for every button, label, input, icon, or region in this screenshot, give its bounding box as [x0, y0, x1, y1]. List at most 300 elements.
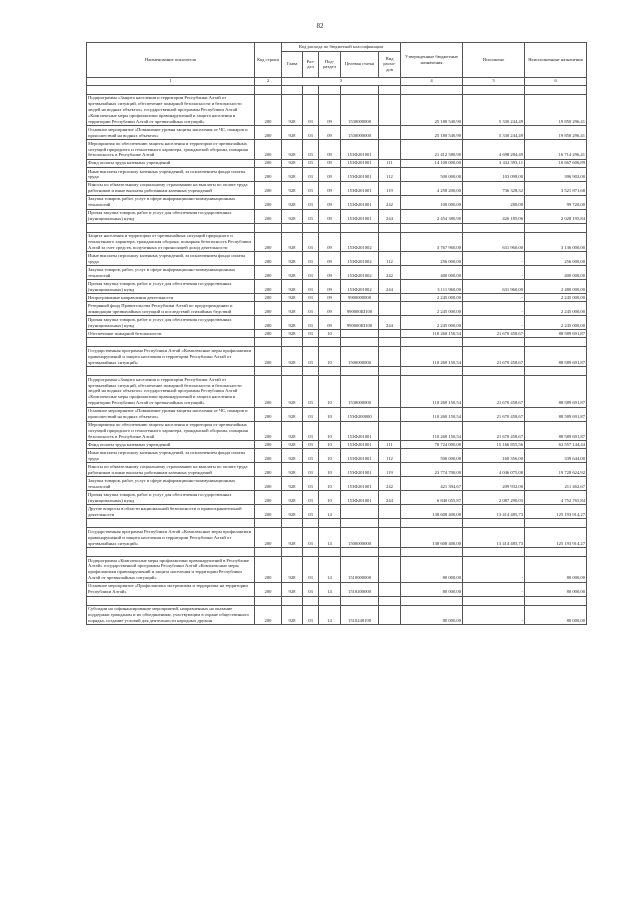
table-row: [87, 232, 587, 252]
row-podrazdel-cell: 14: [319, 505, 341, 519]
row-code-cell: 200: [255, 347, 282, 367]
row-approved-cell: 23 774 700,00: [401, 463, 463, 477]
row-unexecuted-cell: 2 028 195,84: [525, 209, 587, 223]
row-target-cell: 153Ф201001: [341, 463, 379, 477]
row-approved-cell: 500 000,00: [401, 449, 463, 463]
row-approved-cell: 78 724 000,00: [401, 441, 463, 449]
row-razdel-cell: 03: [303, 330, 319, 338]
row-code-cell: 200: [255, 266, 282, 280]
row-spacer: [87, 596, 587, 605]
row-approved-cell: 110 260 150,54: [401, 347, 463, 367]
row-executed-cell: -: [463, 302, 525, 316]
row-glava-cell: 928: [282, 252, 303, 266]
table-row: [87, 252, 587, 266]
row-glava-cell: 928: [282, 294, 303, 302]
row-vid-cell: [379, 347, 401, 367]
row-code-cell: 200: [255, 195, 282, 209]
row-vid-cell: [379, 140, 401, 160]
row-vid-cell: [379, 126, 401, 140]
row-name-cell: Иные выплаты персоналу казенных учреждений, за исключением фонда оплаты труда: [87, 449, 255, 463]
row-code-cell: 200: [255, 232, 282, 252]
row-executed-cell: -: [463, 316, 525, 330]
row-unexecuted-cell: 2 245 000,00: [525, 316, 587, 330]
row-unexecuted-cell: 400 000,00: [525, 266, 587, 280]
row-approved-cell: 110 260 150,54: [401, 376, 463, 408]
row-glava-cell: 928: [282, 195, 303, 209]
row-glava-cell: 928: [282, 605, 303, 625]
row-razdel-cell: 03: [303, 159, 319, 167]
column-number: 1: [87, 77, 255, 85]
row-spacer: [87, 223, 587, 232]
row-code-cell: 200: [255, 477, 282, 491]
row-name-cell: Мероприятия по обеспечению защиты населения и территории от чрезвычайных ситуаций природного и техногенного характера, гражданской обороны, пожарная безопасность в Республике Алтай: [87, 140, 255, 160]
table-row: [87, 347, 587, 367]
row-glava-cell: 928: [282, 421, 303, 441]
row-podrazdel-cell: 10: [319, 376, 341, 408]
row-glava-cell: 928: [282, 376, 303, 408]
row-unexecuted-cell: 2 480 000,00: [525, 280, 587, 294]
row-target-cell: 1500000000: [341, 347, 379, 367]
table-row: [87, 491, 587, 505]
row-target-cell: 1510200000: [341, 582, 379, 596]
row-executed-cell: -: [463, 582, 525, 596]
row-podrazdel-cell: 09: [319, 195, 341, 209]
row-razdel-cell: 03: [303, 477, 319, 491]
row-approved-cell: 400 000,00: [401, 266, 463, 280]
row-code-cell: 200: [255, 280, 282, 294]
row-razdel-cell: 03: [303, 232, 319, 252]
row-podrazdel-cell: 10: [319, 407, 341, 421]
row-razdel-cell: 03: [303, 421, 319, 441]
row-name-cell: Государственная программа Республики Алтай «Комплексные меры профилактики правонарушений и защита населения и территории Республики Алтай от чрезвычайных ситуаций»: [87, 347, 255, 367]
header-executed: Исполнено: [463, 43, 525, 78]
row-code-cell: 200: [255, 140, 282, 160]
row-spacer: [87, 85, 587, 94]
row-vid-cell: [379, 407, 401, 421]
header-code: Код строки: [255, 43, 282, 78]
row-approved-cell: 3 111 960,00: [401, 280, 463, 294]
row-unexecuted-cell: 80 000,00: [525, 582, 587, 596]
row-executed-cell: -: [463, 266, 525, 280]
row-podrazdel-cell: 09: [319, 316, 341, 330]
row-razdel-cell: 03: [303, 528, 319, 548]
row-target-cell: 1510000000: [341, 556, 379, 582]
table-row: [87, 421, 587, 441]
row-glava-cell: 928: [282, 441, 303, 449]
row-executed-cell: 21 670 458,67: [463, 330, 525, 338]
row-razdel-cell: 03: [303, 252, 319, 266]
table-body: [87, 85, 587, 625]
row-vid-cell: 244: [379, 316, 401, 330]
table-header: [87, 43, 587, 86]
row-glava-cell: 928: [282, 302, 303, 316]
row-podrazdel-cell: 09: [319, 140, 341, 160]
row-target-cell: 153Ф201001: [341, 477, 379, 491]
row-executed-cell: 280,00: [463, 195, 525, 209]
row-vid-cell: [379, 294, 401, 302]
row-target-cell: [341, 505, 379, 519]
row-vid-cell: [379, 556, 401, 582]
row-executed-cell: -: [463, 252, 525, 266]
table-row: [87, 376, 587, 408]
table-row: [87, 159, 587, 167]
row-vid-cell: [379, 94, 401, 126]
row-vid-cell: [379, 421, 401, 441]
row-unexecuted-cell: 2 245 000,00: [525, 302, 587, 316]
header-glava: Глава: [282, 51, 303, 77]
row-target-cell: [341, 330, 379, 338]
row-unexecuted-cell: 125 193 914,27: [525, 505, 587, 519]
table-row: [87, 302, 587, 316]
row-name-cell: Прочая закупка товаров, работ и услуг для обеспечения государственных (муниципальных) нужд: [87, 316, 255, 330]
table-row: [87, 330, 587, 338]
row-name-cell: Основное мероприятие «Профилактика экстремизма и терроризма на территории Республики Алтай»: [87, 582, 255, 596]
table-row: [87, 407, 587, 421]
row-executed-cell: 21 670 458,67: [463, 376, 525, 408]
table-row: [87, 167, 587, 181]
row-unexecuted-cell: 88 589 691,87: [525, 407, 587, 421]
row-name-cell: Защита населения и территории от чрезвычайных ситуаций природного и техногенного характера, гражданская оборона, пожарная безопасность Республики Алтай за счет средств, полученных от приносящей доход деятельности: [87, 232, 255, 252]
row-name-cell: Закупка товаров, работ, услуг в сфере информационно-коммуникационных технологий: [87, 477, 255, 491]
row-approved-cell: 80 000,00: [401, 556, 463, 582]
row-approved-cell: 2 454 380,90: [401, 209, 463, 223]
row-executed-cell: 21 670 458,67: [463, 407, 525, 421]
row-executed-cell: 209 932,00: [463, 477, 525, 491]
column-number: 5: [463, 77, 525, 85]
row-approved-cell: 110 260 150,54: [401, 407, 463, 421]
row-glava-cell: 928: [282, 209, 303, 223]
row-glava-cell: 928: [282, 94, 303, 126]
row-executed-cell: 13 414 485,73: [463, 505, 525, 519]
row-target-cell: 1500000000: [341, 528, 379, 548]
row-podrazdel-cell: 09: [319, 280, 341, 294]
row-vid-cell: [379, 505, 401, 519]
row-name-cell: Подпрограмма «Комплексные меры профилактики правонарушений в Республике Алтай» государственной программы Республики Алтай «Комплексные меры профилактики правонарушений и защита населения и территории Республики Алтай от чрезвычайных ситуаций»: [87, 556, 255, 582]
row-razdel-cell: 03: [303, 294, 319, 302]
row-vid-cell: 111: [379, 159, 401, 167]
table-row: [87, 195, 587, 209]
row-podrazdel-cell: 09: [319, 252, 341, 266]
row-vid-cell: [379, 232, 401, 252]
row-razdel-cell: 03: [303, 556, 319, 582]
row-spacer: [87, 519, 587, 528]
row-executed-cell: -: [463, 294, 525, 302]
row-podrazdel-cell: 09: [319, 181, 341, 195]
row-unexecuted-cell: 19 728 624,92: [525, 463, 587, 477]
row-executed-cell: -: [463, 556, 525, 582]
row-razdel-cell: 03: [303, 316, 319, 330]
header-approved: Утвержденные бюджетные назначения: [401, 43, 463, 78]
row-approved-cell: 25 180 540,90: [401, 94, 463, 126]
row-target-cell: 990000Ш100: [341, 316, 379, 330]
row-razdel-cell: 03: [303, 376, 319, 408]
row-executed-cell: 631 960,00: [463, 280, 525, 294]
row-vid-cell: 111: [379, 441, 401, 449]
row-name-cell: Резервный фонд Правительства Республики Алтай по предупреждению и ликвидации чрезвычайных ситуаций и последствий стихийных бедствий: [87, 302, 255, 316]
row-target-cell: 153Ф201001: [341, 491, 379, 505]
row-unexecuted-cell: 80 000,00: [525, 605, 587, 625]
row-executed-cell: 15 166 855,56: [463, 441, 525, 449]
row-code-cell: 200: [255, 330, 282, 338]
table-row: [87, 266, 587, 280]
row-target-cell: 1530000000: [341, 126, 379, 140]
row-target-cell: 1510248190: [341, 605, 379, 625]
table-row: [87, 94, 587, 126]
row-glava-cell: 928: [282, 505, 303, 519]
page-number: 82: [316, 22, 324, 30]
row-podrazdel-cell: 09: [319, 232, 341, 252]
row-unexecuted-cell: 4 752 765,84: [525, 491, 587, 505]
row-target-cell: 153Ф201001: [341, 195, 379, 209]
row-code-cell: 200: [255, 407, 282, 421]
row-target-cell: 153Ф201002: [341, 232, 379, 252]
row-code-cell: 200: [255, 441, 282, 449]
row-name-cell: Взносы по обязательному социальному страхованию на выплаты по оплате труда работников и иные выплаты работникам казенных учреждений: [87, 463, 255, 477]
row-code-cell: 200: [255, 376, 282, 408]
row-vid-cell: 112: [379, 167, 401, 181]
row-name-cell: Основное мероприятие «Повышение уровня защиты населения от ЧС, пожаров и происшествий на водных объектах»: [87, 126, 255, 140]
row-approved-cell: 6 840 055,87: [401, 491, 463, 505]
row-vid-cell: 244: [379, 209, 401, 223]
row-name-cell: Фонд оплаты труда казенных учреждений: [87, 159, 255, 167]
row-target-cell: 153Ф201001: [341, 449, 379, 463]
row-target-cell: 153Ф201001: [341, 441, 379, 449]
row-target-cell: 9900000000: [341, 294, 379, 302]
row-name-cell: Иные выплаты персоналу казенных учреждений, за исключением фонда оплаты труда: [87, 252, 255, 266]
table-row: [87, 280, 587, 294]
row-approved-cell: 3 767 960,00: [401, 232, 463, 252]
row-approved-cell: 110 260 150,54: [401, 421, 463, 441]
row-code-cell: 200: [255, 556, 282, 582]
row-glava-cell: 928: [282, 556, 303, 582]
table-row: [87, 209, 587, 223]
row-podrazdel-cell: 10: [319, 441, 341, 449]
row-unexecuted-cell: 88 589 691,87: [525, 347, 587, 367]
row-unexecuted-cell: 125 193 914,27: [525, 528, 587, 548]
row-razdel-cell: 03: [303, 491, 319, 505]
column-number: 2: [255, 77, 282, 85]
row-executed-cell: 21 670 458,67: [463, 347, 525, 367]
row-code-cell: 200: [255, 181, 282, 195]
row-target-cell: 153Ф200000: [341, 407, 379, 421]
table-row: [87, 528, 587, 548]
row-unexecuted-cell: 19 850 296,41: [525, 94, 587, 126]
row-podrazdel-cell: 09: [319, 94, 341, 126]
row-approved-cell: 2 245 000,00: [401, 302, 463, 316]
header-target: Целевая статья: [341, 51, 379, 77]
row-target-cell: 1530000000: [341, 376, 379, 408]
row-approved-cell: 2 245 000,00: [401, 316, 463, 330]
row-vid-cell: 242: [379, 195, 401, 209]
row-unexecuted-cell: 339 644,00: [525, 449, 587, 463]
row-approved-cell: 421 394,67: [401, 477, 463, 491]
header-unexecuted: Неисполненные назначения: [525, 43, 587, 78]
row-name-cell: Обеспечение пожарной безопасности: [87, 330, 255, 338]
row-razdel-cell: 03: [303, 347, 319, 367]
row-razdel-cell: 03: [303, 126, 319, 140]
row-name-cell: Прочая закупка товаров, работ и услуг для обеспечения государственных (муниципальных) нужд: [87, 491, 255, 505]
row-name-cell: Субсидии на софинансирование мероприятий, направленных на оказание поддержки гражданам и их объединениям, участвующим в охране общественного порядка, создание условий для деятельности народных дружин: [87, 605, 255, 625]
row-unexecuted-cell: 19 850 296,41: [525, 126, 587, 140]
row-vid-cell: [379, 302, 401, 316]
row-approved-cell: 14 100 000,00: [401, 159, 463, 167]
row-name-cell: Прочая закупка товаров, работ и услуг для обеспечения государственных (муниципальных) нужд: [87, 209, 255, 223]
row-executed-cell: 736 328,32: [463, 181, 525, 195]
row-approved-cell: 80 000,00: [401, 605, 463, 625]
row-name-cell: Подпрограмма «Защита населения и территории Республики Алтай от чрезвычайных ситуаций, обеспечение пожарной безопасности и безопасности людей на водных объектах» государственной программы Республики Алтай «Комплексные меры профилактики правонарушений и защита населения и территории Республики Алтай от чрезвычайных ситуаций»: [87, 376, 255, 408]
row-code-cell: 200: [255, 528, 282, 548]
row-unexecuted-cell: 3 136 000,00: [525, 232, 587, 252]
row-name-cell: Другие вопросы в области национальной безопасности и правоохранительной деятельности: [87, 505, 255, 519]
row-razdel-cell: 03: [303, 449, 319, 463]
row-razdel-cell: 03: [303, 407, 319, 421]
row-glava-cell: 928: [282, 232, 303, 252]
row-executed-cell: 3 432 393,11: [463, 159, 525, 167]
row-podrazdel-cell: 10: [319, 463, 341, 477]
row-code-cell: 200: [255, 491, 282, 505]
row-spacer: [87, 338, 587, 347]
row-podrazdel-cell: 09: [319, 302, 341, 316]
row-podrazdel-cell: 09: [319, 159, 341, 167]
row-glava-cell: 928: [282, 140, 303, 160]
row-target-cell: 153Ф201001: [341, 421, 379, 441]
row-executed-cell: 4 046 075,08: [463, 463, 525, 477]
row-executed-cell: 2 087 290,03: [463, 491, 525, 505]
row-podrazdel-cell: 10: [319, 491, 341, 505]
row-target-cell: 153Ф201001: [341, 159, 379, 167]
row-podrazdel-cell: 09: [319, 126, 341, 140]
row-vid-cell: 112: [379, 252, 401, 266]
row-name-cell: Взносы по обязательному социальному страхованию на выплаты по оплате труда работников и иные выплаты работникам казенных учреждений: [87, 181, 255, 195]
row-vid-cell: [379, 528, 401, 548]
row-podrazdel-cell: 10: [319, 477, 341, 491]
row-name-cell: Основное мероприятие «Повышение уровня защиты населения от ЧС, пожаров и происшествий на водных объектах»: [87, 407, 255, 421]
row-executed-cell: 103 098,00: [463, 167, 525, 181]
row-approved-cell: 4 258 200,00: [401, 181, 463, 195]
row-razdel-cell: 03: [303, 441, 319, 449]
row-vid-cell: 244: [379, 280, 401, 294]
row-podrazdel-cell: 09: [319, 266, 341, 280]
row-executed-cell: 426 185,06: [463, 209, 525, 223]
row-vid-cell: 244: [379, 491, 401, 505]
row-target-cell: 153Ф201001: [341, 140, 379, 160]
row-podrazdel-cell: 09: [319, 209, 341, 223]
row-code-cell: 200: [255, 449, 282, 463]
row-name-cell: Закупка товаров, работ, услуг в сфере информационно-коммуникационных технологий: [87, 195, 255, 209]
row-glava-cell: 928: [282, 491, 303, 505]
row-razdel-cell: 03: [303, 140, 319, 160]
table-row: [87, 463, 587, 477]
row-razdel-cell: 03: [303, 94, 319, 126]
row-glava-cell: 928: [282, 181, 303, 195]
row-executed-cell: 21 670 458,67: [463, 421, 525, 441]
row-code-cell: 200: [255, 126, 282, 140]
table-row: [87, 556, 587, 582]
header-razdel: Раз-дел: [303, 51, 319, 77]
row-unexecuted-cell: 211 462,67: [525, 477, 587, 491]
row-podrazdel-cell: 14: [319, 528, 341, 548]
row-razdel-cell: 03: [303, 181, 319, 195]
table-row: [87, 316, 587, 330]
row-glava-cell: 928: [282, 330, 303, 338]
row-target-cell: 153Ф201002: [341, 280, 379, 294]
row-code-cell: 200: [255, 582, 282, 596]
row-target-cell: 1530000000: [341, 94, 379, 126]
row-vid-cell: [379, 376, 401, 408]
row-code-cell: 200: [255, 94, 282, 126]
row-approved-cell: 80 000,00: [401, 582, 463, 596]
row-unexecuted-cell: 63 557 144,44: [525, 441, 587, 449]
row-vid-cell: [379, 582, 401, 596]
row-unexecuted-cell: 10 667 606,89: [525, 159, 587, 167]
row-unexecuted-cell: 88 589 691,87: [525, 376, 587, 408]
row-podrazdel-cell: 14: [319, 582, 341, 596]
row-razdel-cell: 03: [303, 463, 319, 477]
row-executed-cell: 5 330 244,49: [463, 94, 525, 126]
row-glava-cell: 928: [282, 280, 303, 294]
row-podrazdel-cell: 10: [319, 449, 341, 463]
row-vid-cell: 119: [379, 463, 401, 477]
row-unexecuted-cell: 396 902,00: [525, 167, 587, 181]
row-target-cell: 153Ф201001: [341, 181, 379, 195]
row-approved-cell: 500 000,00: [401, 167, 463, 181]
row-podrazdel-cell: 14: [319, 556, 341, 582]
row-executed-cell: -: [463, 605, 525, 625]
row-name-cell: Мероприятия по обеспечению защиты населения и территории от чрезвычайных ситуаций природного и техногенного характера, гражданской обороны, пожарная безопасность в Республике Алтай: [87, 421, 255, 441]
row-code-cell: 200: [255, 302, 282, 316]
row-razdel-cell: 03: [303, 605, 319, 625]
table-row: [87, 181, 587, 195]
row-approved-cell: 138 608 400,00: [401, 528, 463, 548]
row-name-cell: Подпрограмма «Защита населения и территории Республики Алтай от чрезвычайных ситуаций, обеспечение пожарной безопасности и безопасности людей на водных объектах» государственной программы Республики Алтай «Комплексные меры профилактики правонарушений и защита населения и территории Республики Алтай от чрезвычайных ситуаций»: [87, 94, 255, 126]
row-executed-cell: 160 356,00: [463, 449, 525, 463]
row-approved-cell: 138 608 400,00: [401, 505, 463, 519]
row-approved-cell: 21 412 580,90: [401, 140, 463, 160]
row-glava-cell: 928: [282, 477, 303, 491]
row-name-cell: Иные выплаты персоналу казенных учреждений, за исключением фонда оплаты труда: [87, 167, 255, 181]
row-podrazdel-cell: 09: [319, 294, 341, 302]
row-name-cell: Прочая закупка товаров, работ и услуг для обеспечения государственных (муниципальных) нужд: [87, 280, 255, 294]
row-code-cell: 200: [255, 159, 282, 167]
row-executed-cell: 631 960,00: [463, 232, 525, 252]
row-glava-cell: 928: [282, 126, 303, 140]
row-podrazdel-cell: 10: [319, 421, 341, 441]
row-name-cell: Закупка товаров, работ, услуг в сфере информационно-коммуникационных технологий: [87, 266, 255, 280]
table-row: [87, 126, 587, 140]
column-number: 3: [282, 77, 401, 85]
row-code-cell: 200: [255, 209, 282, 223]
row-spacer: [87, 367, 587, 376]
column-number: 6: [525, 77, 587, 85]
row-unexecuted-cell: 3 521 871,68: [525, 181, 587, 195]
header-podrazdel: Под-раздел: [319, 51, 341, 77]
row-podrazdel-cell: 10: [319, 347, 341, 367]
header-vid: Вид расхо-дов: [379, 51, 401, 77]
header-name: Наименование показателя: [87, 43, 255, 78]
row-razdel-cell: 03: [303, 167, 319, 181]
row-target-cell: 153Ф201002: [341, 266, 379, 280]
row-unexecuted-cell: 16 714 296,41: [525, 140, 587, 160]
row-razdel-cell: 03: [303, 505, 319, 519]
row-executed-cell: 4 698 284,49: [463, 140, 525, 160]
row-executed-cell: 13 414 485,73: [463, 528, 525, 548]
table-row: [87, 140, 587, 160]
row-approved-cell: 25 180 540,90: [401, 126, 463, 140]
row-target-cell: 153Ф201001: [341, 167, 379, 181]
row-vid-cell: 119: [379, 181, 401, 195]
row-glava-cell: 928: [282, 347, 303, 367]
row-approved-cell: 256 000,00: [401, 252, 463, 266]
